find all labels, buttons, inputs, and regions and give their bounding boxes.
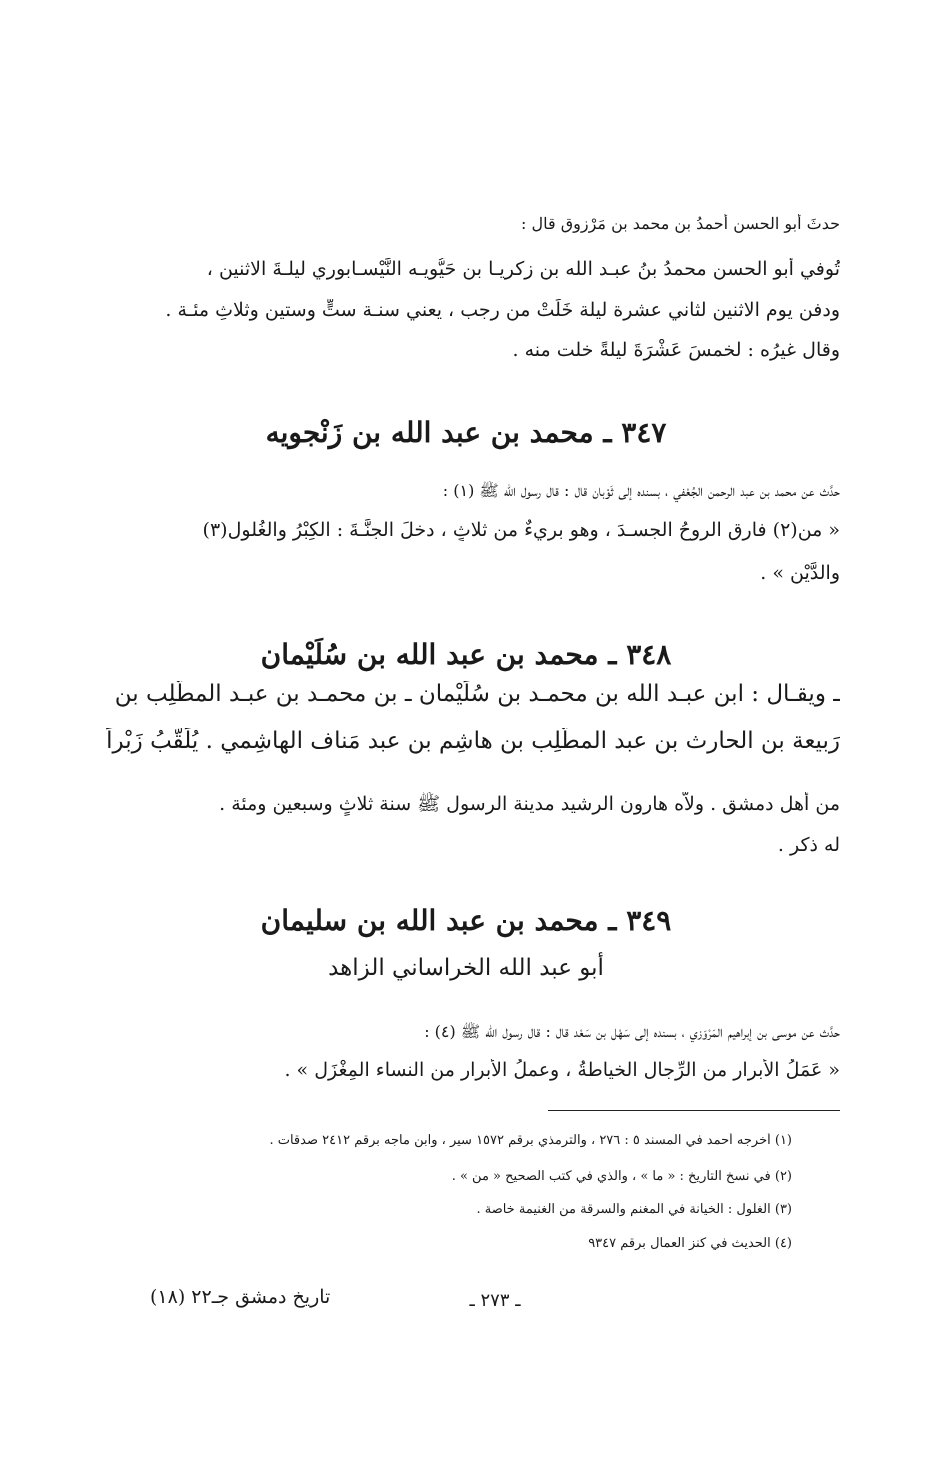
body-line: « عَمَلُ الأبرارِ من الرِّجال الخياطةُ ، وعملُ الأبرارِ من النساء المِغْزَل » .: [284, 1059, 840, 1081]
body-line: ودفن يوم الاثنين لثاني عشرة ليلة خَلَتْ من رجب ، يعني سنـة ستٍّ وستين وثلاثِ مئـة .: [165, 299, 840, 321]
footnote-separator: [548, 1110, 840, 1111]
body-line: له ذكر .: [777, 834, 840, 856]
footer-book-title: تاريخ دمشق جـ٢٢ (١٨): [150, 1286, 331, 1308]
entry-heading: ٣٤٨ ـ محمد بن عبد الله بن سُلَيْمان: [260, 638, 672, 671]
body-line: تُوفي أبو الحسن محمدُ بنُ عبـد الله بن زكريـا بن حَيُّويـه النَّيْسـابوري ليلـةَ الاثنين ،: [206, 258, 840, 280]
footnote: (١) أخرجه أحمد في المسند ٥ : ٢٧٦ ، والترمذي برقم ١٥٧٢ سير ، وابن ماجه برقم ٢٤١٢ صدقات .: [269, 1133, 792, 1148]
footnote: (٢) في نسخ التاريخ : « ما » ، والذي في كتب الصحيح « من » .: [451, 1169, 792, 1184]
entry-heading: ٣٤٩ ـ محمد بن عبد الله بن سليمان: [260, 904, 672, 937]
body-line: « من(٢) فارق الروحُ الجسـدَ ، وهو بريءٌ من ثلاثٍ ، دخلَ الجنَّـةَ : الكِبْرُ والغُلول(٣): [202, 519, 840, 541]
entry-heading: ٣٤٧ ـ محمد بن عبد الله بن زَنْجويه: [265, 416, 667, 449]
page-number: ـ ٢٧٣ ـ: [469, 1290, 521, 1311]
narrator-line: حدَّث عن موسى بن إبراهيم المَرْوَزي ، بسنده إلى سَهْل بن سَعْد قال : قال رسول الله ﷺ (٤) :: [424, 1022, 840, 1041]
body-line: رَبيعة بن الحارث بن عبد المطَّلِب بن هاشِم بن عبد مَناف الهاشِمي . يُلَقَّبُ زَبْراً: [106, 728, 840, 754]
entry-subheading: أبو عبد الله الخراساني الزاهد: [328, 955, 604, 981]
footnote: (٣) الغلول : الخيانة في المغنم والسرقة من الغنيمة خاصة .: [476, 1202, 792, 1217]
footnote: (٤) الحديث في كنز العمال برقم ٩٣٤٧: [588, 1236, 792, 1251]
body-line: وقال غيرُه : لخمسَ عَشْرَةَ ليلةً خلت منه .: [512, 339, 840, 361]
body-line: ـ ويقـال : ابن عبـد الله بن محمـد بن سُلَيْمان ـ بن محمـد بن عبـد المطَّلِب بن: [114, 681, 840, 707]
narrator-line: حدثَ أبو الحسن أحمدُ بن محمد بن مَرْزوق قال :: [521, 214, 840, 233]
body-line: والدَّيْن » .: [760, 562, 840, 584]
narrator-line: حدَّث عن محمد بن عبد الرحمن الجُعْفي ، بسنده إلى ثَوْبان قال : قال رسول الله ﷺ (١) :: [442, 481, 840, 500]
body-line: من أهل دمشق . ولاَّه هارون الرشيد مدينة الرسول ﷺ سنة ثلاثٍ وسبعين ومئة .: [219, 793, 840, 815]
